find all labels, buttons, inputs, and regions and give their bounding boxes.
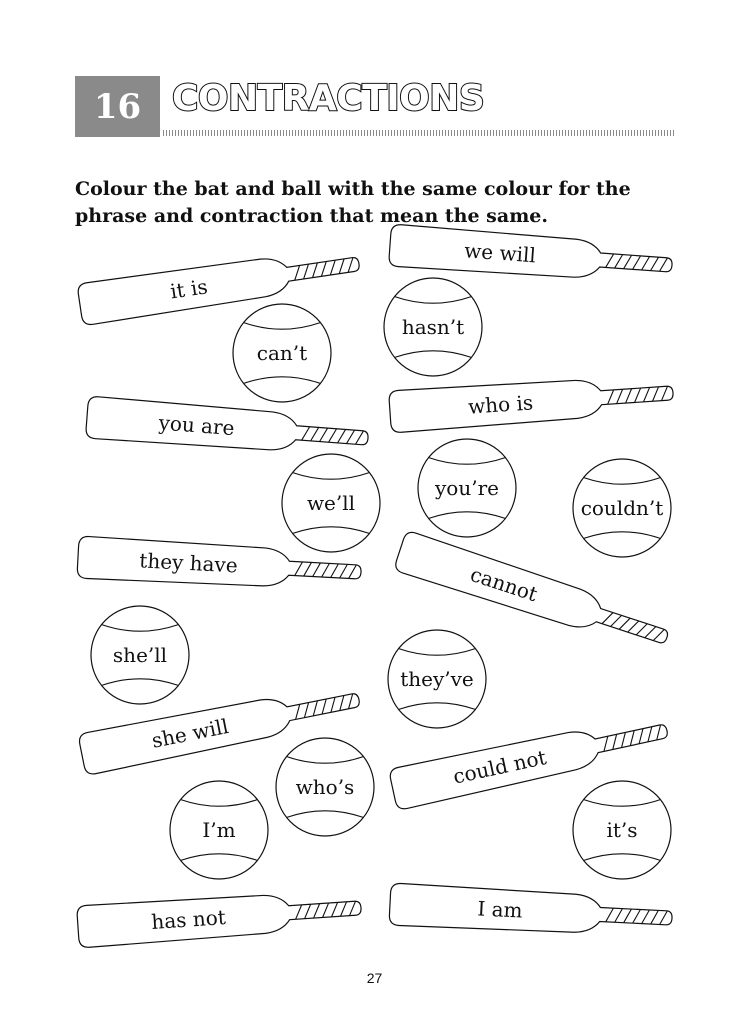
- ball[interactable]: [282, 454, 380, 552]
- ball[interactable]: [233, 304, 331, 402]
- ball[interactable]: [388, 630, 486, 728]
- bat[interactable]: [389, 883, 673, 939]
- ball[interactable]: [91, 606, 189, 704]
- bat-label: we will: [463, 238, 537, 268]
- bat-label: who is: [467, 390, 534, 419]
- bat-label: cannot: [467, 561, 541, 607]
- ball[interactable]: [418, 439, 516, 537]
- lesson-number: 16: [93, 86, 142, 127]
- bat[interactable]: [389, 372, 675, 433]
- bat[interactable]: [85, 396, 369, 459]
- ball[interactable]: [170, 781, 268, 879]
- bat-label: it is: [168, 274, 210, 304]
- bat-label: you are: [157, 410, 236, 441]
- ball[interactable]: [276, 738, 374, 836]
- ball-label: I’m: [202, 818, 236, 842]
- bat-label: they have: [138, 548, 239, 578]
- ball[interactable]: [384, 278, 482, 376]
- instructions-text: Colour the bat and ball with the same colour for the phrase and contraction that mean the same.: [75, 178, 631, 227]
- page-title: CONTRACTIONS: [172, 78, 485, 119]
- page-number: 27: [366, 970, 383, 986]
- ball-label: it’s: [606, 818, 638, 842]
- ball-label: they’ve: [400, 667, 474, 691]
- bat-label: I am: [476, 896, 524, 923]
- ball-label: she’ll: [112, 643, 168, 667]
- bat-label: has not: [150, 905, 227, 935]
- bat-outline: [77, 243, 362, 326]
- bat[interactable]: [77, 243, 362, 326]
- ball-label: you’re: [435, 476, 499, 500]
- ball-label: hasn’t: [401, 315, 465, 339]
- bat[interactable]: [389, 224, 674, 286]
- ball[interactable]: [573, 459, 671, 557]
- ball-label: we’ll: [306, 491, 356, 515]
- bat[interactable]: [77, 887, 363, 948]
- ball-label: couldn’t: [580, 496, 664, 520]
- bat-label: could not: [450, 745, 549, 789]
- ball-label: can’t: [256, 341, 308, 365]
- bat-label: she will: [149, 714, 231, 753]
- ball-label: who’s: [295, 775, 355, 799]
- ball[interactable]: [573, 781, 671, 879]
